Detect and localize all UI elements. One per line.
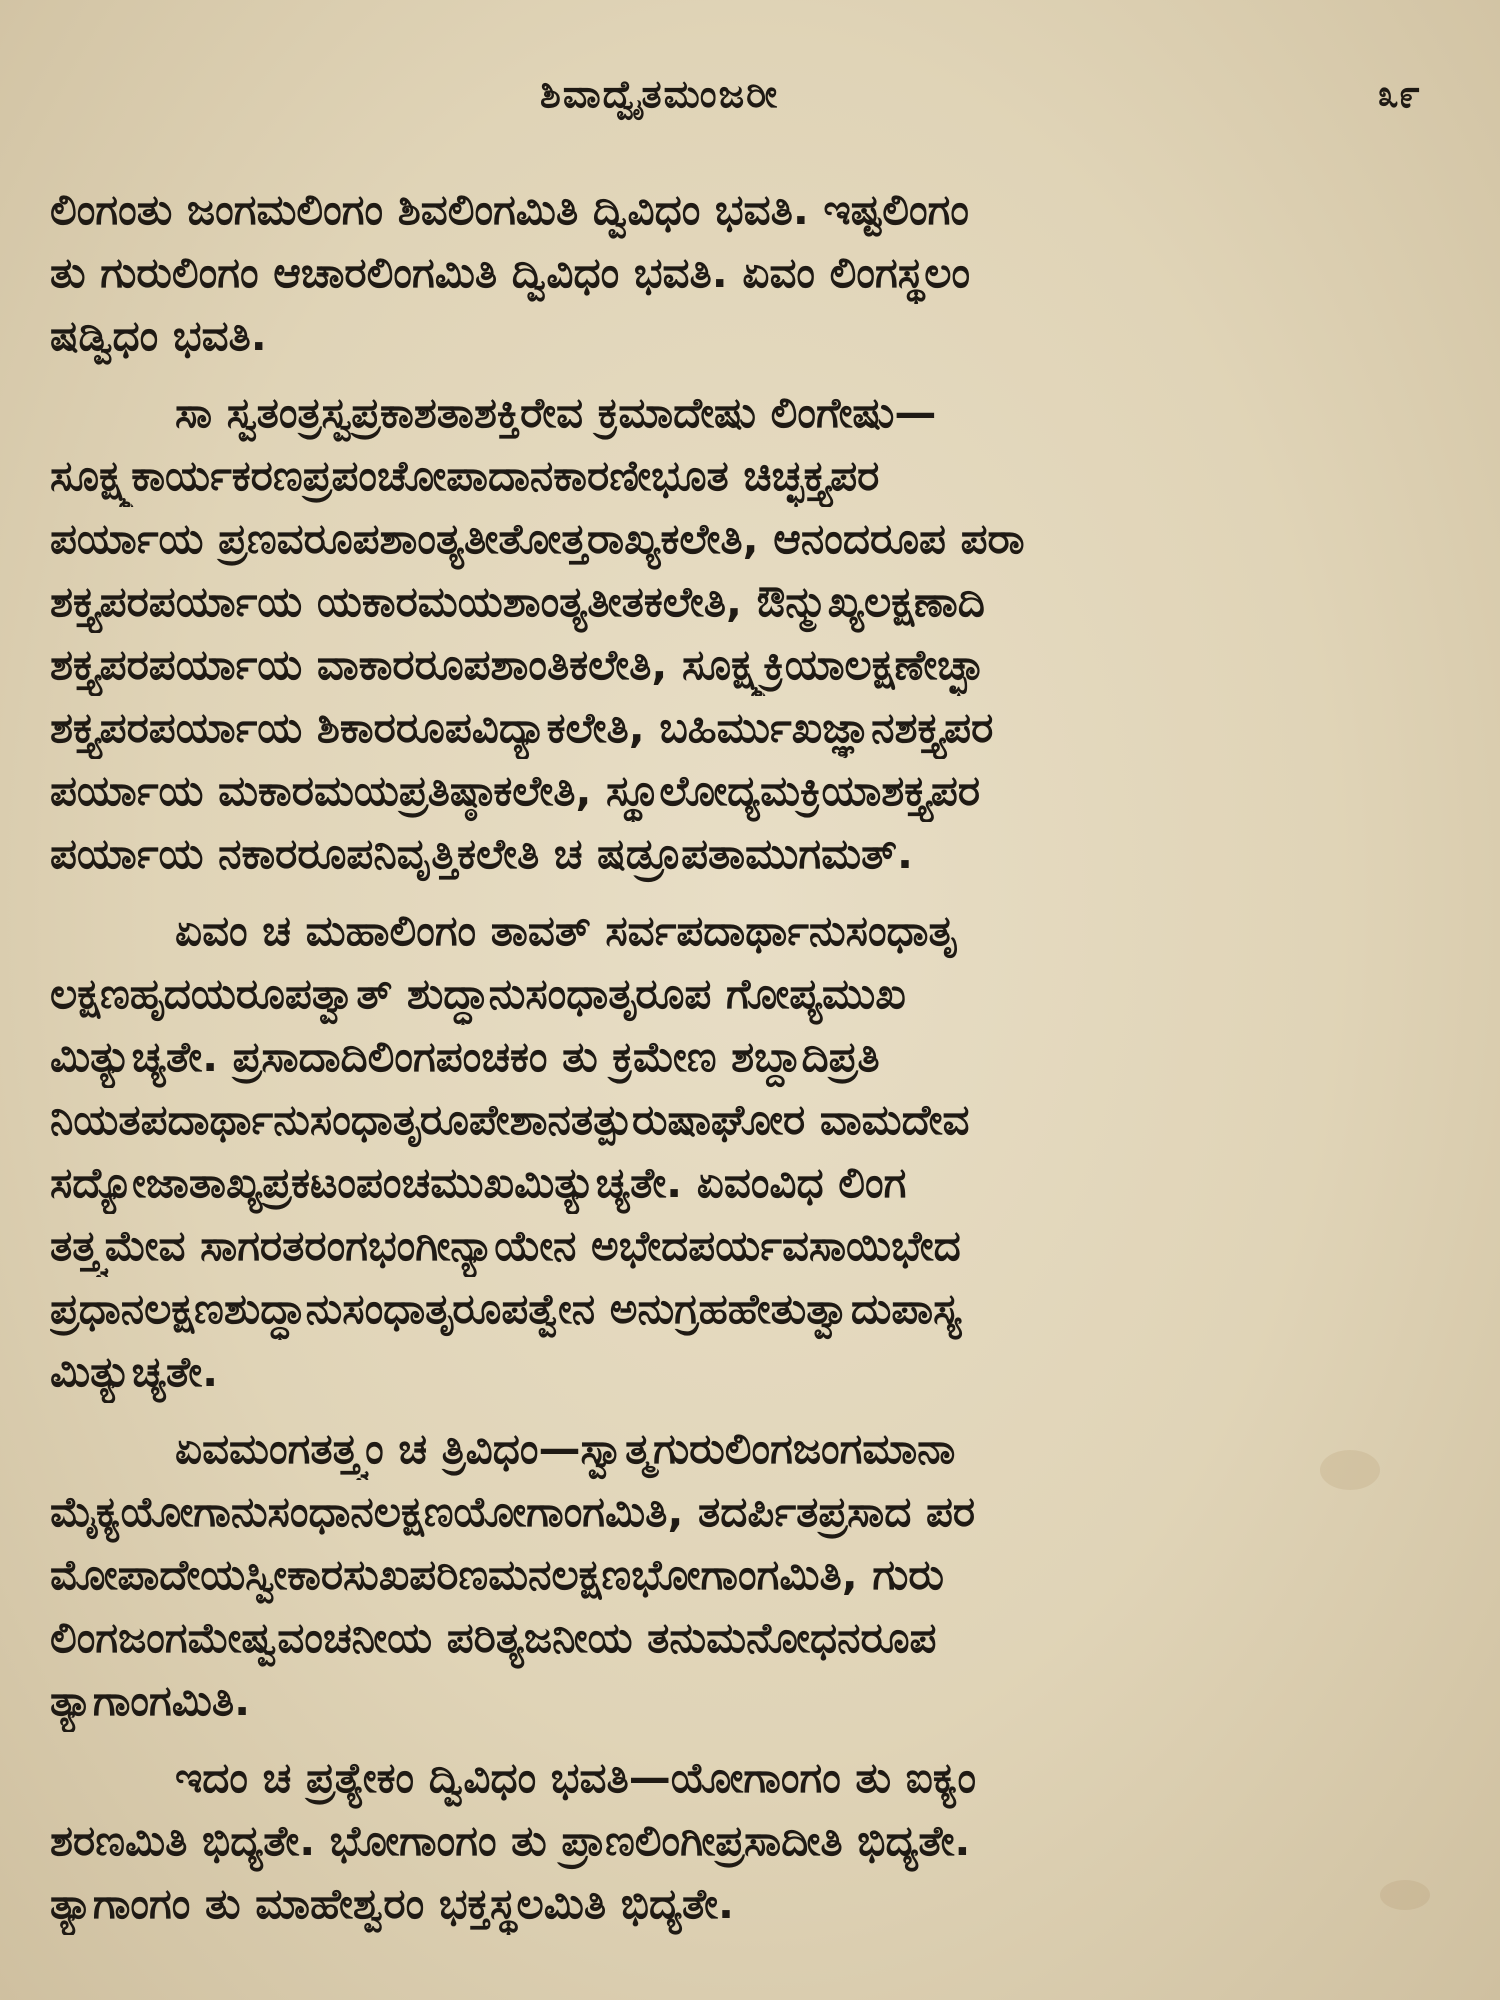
text-line: ಸದ್ಯೋಜಾತಾಖ್ಯಪ್ರಕಟಂಪಂಚಮುಖಮಿತ್ಯುಚ್ಯತೇ. ಏವಂವಿಧ ಲಿಂಗ <box>50 1158 907 1207</box>
text-line: ಇದಂ ಚ ಪ್ರತ್ಯೇಕಂ ದ್ವಿವಿಧಂ ಭವತಿ—ಯೋಗಾಂಗಂ ತು ಐಕ್ಯಂ <box>175 1753 977 1802</box>
text-line: ಲಿಂಗಂತು ಜಂಗಮಲಿಂಗಂ ಶಿವಲಿಂಗಮಿತಿ ದ್ವಿವಿಧಂ ಭವತಿ. ಇಷ್ಟಲಿಂಗಂ <box>50 185 969 234</box>
text-line: ಶಕ್ತ್ಯಪರಪರ್ಯಾಯ ವಾಕಾರರೂಪಶಾಂತಿಕಲೇತಿ, ಸೂಕ್ಷ್ಮಕ್ರಿಯಾಲಕ್ಷಣೇಚ್ಛಾ <box>50 640 984 689</box>
text-line: ಶಕ್ತ್ಯಪರಪರ್ಯಾಯ ಶಿಕಾರರೂಪವಿದ್ಯಾಕಲೇತಿ, ಬಹಿರ್ಮುಖಜ್ಞಾನಶಕ್ತ್ಯಪರ <box>50 703 994 752</box>
text-line: ಸೂಕ್ಷ್ಮಕಾರ್ಯಕರಣಪ್ರಪಂಚೋಪಾದಾನಕಾರಣೀಭೂತ ಚಿಚ್ಛಕ್ತ್ಯಪರ <box>50 451 880 500</box>
text-line: ತ್ಯಾಗಾಂಗಮಿತಿ. <box>50 1676 251 1725</box>
paragraph-4 <box>50 1417 1420 1732</box>
paragraph-5 <box>50 1746 1420 1935</box>
text-line: ನಿಯತಪದಾರ್ಥಾನುಸಂಧಾತೃರೂಪೇಶಾನತತ್ಪುರುಷಾಘೋರ ವಾಮದೇವ <box>50 1095 970 1144</box>
text-line: ಮೈಕ್ಯಯೋಗಾನುಸಂಧಾನಲಕ್ಷಣಯೋಗಾಂಗಮಿತಿ, ತದರ್ಪಿತಪ್ರಸಾದ ಪರ <box>50 1487 976 1536</box>
running-title: ಶಿವಾದ್ವೈತಮಂಜರೀ <box>540 72 780 116</box>
text-line: ಪರ್ಯಾಯ ನಕಾರರೂಪನಿವೃತ್ತಿಕಲೇತಿ ಚ ಷಡ್ರೂಪತಾಮುಗಮತ್. <box>50 829 913 878</box>
paragraph-1 <box>50 178 1420 367</box>
text-line: ಪರ್ಯಾಯ ಪ್ರಣವರೂಪಶಾಂತ್ಯತೀತೋತ್ತರಾಖ್ಯಕಲೇತಿ, ಆನಂದರೂಪ ಪರಾ <box>50 514 1025 563</box>
page-number: ೩೯ <box>1377 72 1420 116</box>
text-line: ಪರ್ಯಾಯ ಮಕಾರಮಯಪ್ರತಿಷ್ಠಾಕಲೇತಿ, ಸ್ಥೂಲೋದ್ಯಮಕ್ರಿಯಾಶಕ್ತ್ಯಪರ <box>50 766 981 815</box>
text-line: ತತ್ತ್ವಮೇವ ಸಾಗರತರಂಗಭಂಗೀನ್ಯಾಯೇನ ಅಭೇದಪರ್ಯವಸಾಯಿಭೇದ <box>50 1221 961 1270</box>
text-line: ಮಿತ್ಯುಚ್ಯತೇ. <box>50 1347 219 1396</box>
text-line: ಲಕ್ಷಣಹೃದಯರೂಪತ್ವಾತ್ ಶುದ್ಧಾನುಸಂಧಾತೃರೂಪ ಗೋಪ್ಯಮುಖ <box>50 969 906 1018</box>
text-line: ಏವಮಂಗತತ್ತ್ವಂ ಚ ತ್ರಿವಿಧಂ—ಸ್ವಾತ್ಮಗುರುಲಿಂಗಜಂಗಮಾನಾ <box>175 1424 956 1473</box>
text-line: ಷಡ್ವಿಧಂ ಭವತಿ. <box>50 311 267 360</box>
text-line: ಸಾ ಸ್ವತಂತ್ರಸ್ವಪ್ರಕಾಶತಾಶಕ್ತಿರೇವ ಕ್ರಮಾದೇಷು ಲಿಂಗೇಷು— <box>175 388 937 437</box>
text-line: ಲಿಂಗಜಂಗಮೇಷ್ವವಂಚನೀಯ ಪರಿತ್ಯಜನೀಯ ತನುಮನೋಧನರೂಪ <box>50 1613 937 1662</box>
paragraph-2 <box>50 381 1420 885</box>
page-header <box>0 72 1500 132</box>
text-line: ಮಿತ್ಯುಚ್ಯತೇ. ಪ್ರಸಾದಾದಿಲಿಂಗಪಂಚಕಂ ತು ಕ್ರಮೇಣ ಶಬ್ದಾದಿಪ್ರತಿ <box>50 1032 880 1081</box>
text-line: ತ್ಯಾಗಾಂಗಂ ತು ಮಾಹೇಶ್ವರಂ ಭಕ್ತಸ್ಥಲಮಿತಿ ಭಿದ್ಯತೇ. <box>50 1879 734 1928</box>
text-line: ತು ಗುರುಲಿಂಗಂ ಆಚಾರಲಿಂಗಮಿತಿ ದ್ವಿವಿಧಂ ಭವತಿ. ಏವಂ ಲಿಂಗಸ್ಥಲಂ <box>50 248 971 297</box>
body-text <box>50 178 1420 1949</box>
paragraph-3 <box>50 899 1420 1403</box>
text-line: ಏವಂ ಚ ಮಹಾಲಿಂಗಂ ತಾವತ್ ಸರ್ವಪದಾರ್ಥಾನುಸಂಧಾತೃ <box>175 906 959 955</box>
text-line: ಮೋಪಾದೇಯಸ್ವೀಕಾರಸುಖಪರಿಣಮನಲಕ್ಷಣಭೋಗಾಂಗಮಿತಿ, ಗುರು <box>50 1550 944 1599</box>
text-line: ಶಕ್ತ್ಯಪರಪರ್ಯಾಯ ಯಕಾರಮಯಶಾಂತ್ಯತೀತಕಲೇತಿ, ಔನ್ಮುಖ್ಯಲಕ್ಷಣಾದಿ <box>50 577 985 626</box>
text-line: ಪ್ರಧಾನಲಕ್ಷಣಶುದ್ಧಾನುಸಂಧಾತೃರೂಪತ್ವೇನ ಅನುಗ್ರಹಹೇತುತ್ವಾದುಪಾಸ್ಯ <box>50 1284 962 1333</box>
text-line: ಶರಣಮಿತಿ ಭಿದ್ಯತೇ. ಭೋಗಾಂಗಂ ತು ಪ್ರಾಣಲಿಂಗೀಪ್ರಸಾದೀತಿ ಭಿದ್ಯತೇ. <box>50 1816 971 1865</box>
